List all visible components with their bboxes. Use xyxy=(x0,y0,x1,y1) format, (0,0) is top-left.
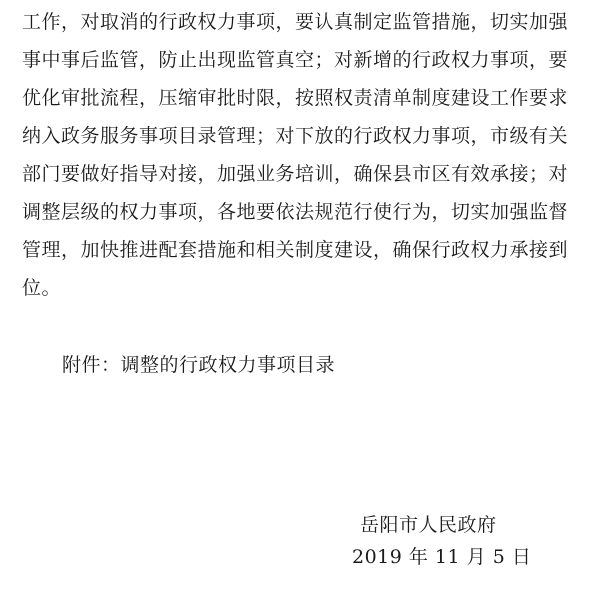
body-line-6: 调整层级的权力事项，各地要依法规范行使行为，切实加强监督 xyxy=(22,201,569,223)
body-line-2: 事中事后监管，防止出现监管真空；对新增的行政权力事项，要 xyxy=(22,49,569,71)
issuer-signature: 岳阳市人民政府 xyxy=(360,514,497,536)
body-line-8: 位。 xyxy=(22,277,62,299)
body-line-4: 纳入政务服务事项目录管理；对下放的行政权力事项，市级有关 xyxy=(22,125,569,147)
body-line-7: 管理，加快推进配套措施和相关制度建设，确保行政权力承接到 xyxy=(22,239,569,261)
issue-date: 2019 年 11 月 5 日 xyxy=(352,546,532,568)
attachment-line: 附件：调整的行政权力事项目录 xyxy=(62,354,336,376)
body-line-1: 工作，对取消的行政权力事项，要认真制定监管措施，切实加强 xyxy=(22,11,569,33)
body-line-5: 部门要做好指导对接，加强业务培训，确保县市区有效承接；对 xyxy=(22,163,569,185)
body-line-3: 优化审批流程，压缩审批时限，按照权责清单制度建设工作要求 xyxy=(22,87,569,109)
